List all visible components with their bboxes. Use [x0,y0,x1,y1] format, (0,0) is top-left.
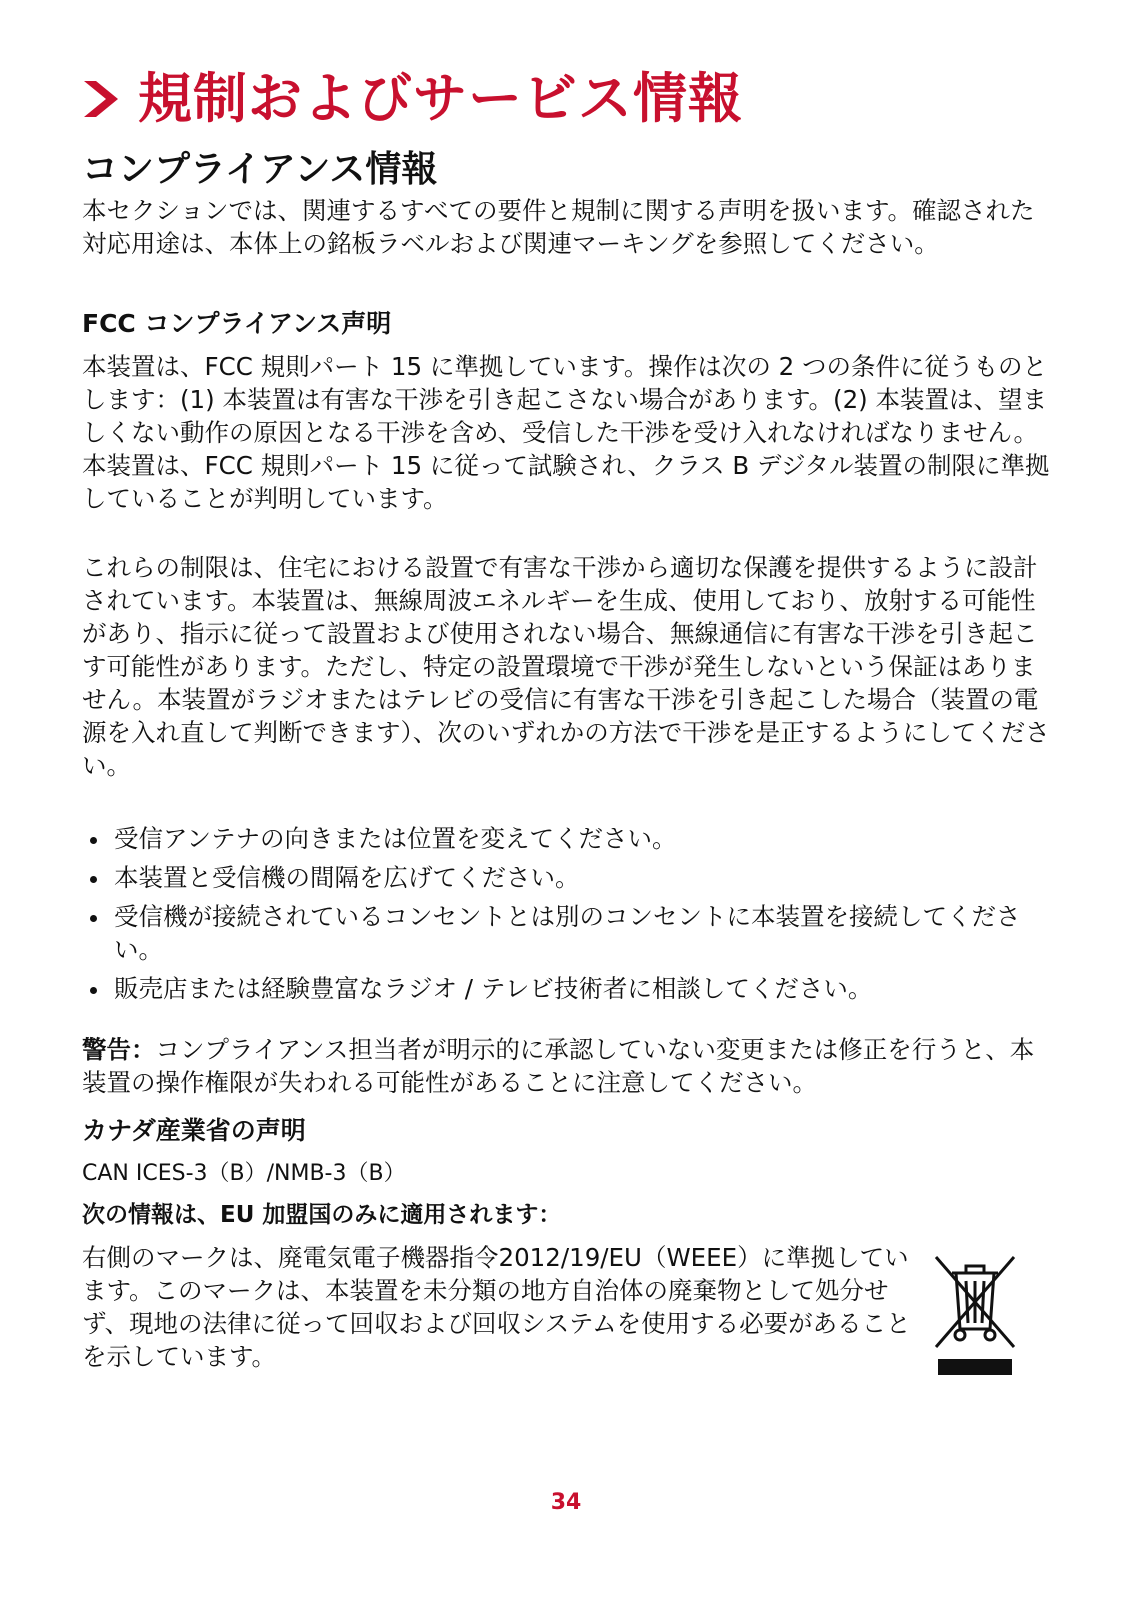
canada-standard: CAN ICES-3（B）/NMB-3（B） [82,1161,406,1186]
list-item: 受信機が接続されているコンセントとは別のコンセントに本装置を接続してください。 [82,900,1057,966]
bullet-icon [90,876,97,883]
fcc-body: 本装置は、FCC 規則パート 15 に準拠しています。操作は次の 2 つの条件に従うものとします：(1) 本装置は有害な干渉を引き起こさない場合があります。(2) 本装置は、望ましくない動作の原因となる干渉を含め、受信した干渉を受け入れなければなりません。本装置は、FCC 規則パート 15 に従って試験され、クラス B デジタル装置の制限に準拠していることが判明しています。 [82,352,1050,513]
list-item: 本装置と受信機の間隔を広げてください。 [82,861,1057,894]
fcc-heading: FCC コンプライアンス声明 [82,309,392,338]
weee-text: 右側のマークは、廃電気電子機器指令2012/19/EU（WEEE）に準拠しています。このマークは、本装置を未分類の地方自治体の廃棄物として処分せず、現地の法律に従って回収および回収システムを使用する必要があることを示しています。 [82,1243,911,1371]
remedy-list [82,822,1057,1005]
warning-label: 警告： [82,1035,156,1064]
compliance-heading: コンプライアンス情報 [82,149,438,190]
page-content [82,62,1057,1381]
bullet-icon [90,837,97,844]
page-number: 34 [550,1490,582,1515]
canada-heading: カナダ産業省の声明 [82,1116,306,1145]
page-title: 規制およびサービス情報 [138,67,743,130]
title-row [82,62,1057,136]
weee-crossed-bin-icon [930,1251,1020,1381]
list-item: 受信アンテナの向きまたは位置を変えてください。 [82,822,1057,855]
list-item: 販売店または経験豊富なラジオ / テレビ技術者に相談してください。 [82,972,1057,1005]
fcc-limits-paragraph: これらの制限は、住宅における設置で有害な干渉から適切な保護を提供するように設計されています。本装置は、無線周波エネルギーを生成、使用しており、放射する可能性があり、指示に従って設置および使用されない場合、無線通信に有害な干渉を引き起こす可能性があります。ただし、特定の設置環境で干渉が発生しないという保証はありません。本装置がラジオまたはテレビの受信に有害な干渉を引き起こした場合（装置の電源を入れ直して判断できます）、次のいずれかの方法で干渉を是正するようにしてください。 [82,553,1050,780]
warning-paragraph [82,1033,1057,1099]
warning-text: コンプライアンス担当者が明示的に承認していない変更または修正を行うと、本装置の操作権限が失われる可能性があることに注意してください。 [82,1035,1035,1097]
compliance-intro: 本セクションでは、関連するすべての要件と規制に関する声明を扱います。確認された対応用途は、本体上の銘板ラベルおよび関連マーキングを参照してください。 [82,196,1035,258]
eu-heading: 次の情報は、EU 加盟国のみに適用されます： [82,1202,562,1228]
chevron-right-icon [82,77,120,121]
weee-section [82,1241,1057,1381]
bullet-icon [90,987,97,994]
bullet-icon [90,915,97,922]
